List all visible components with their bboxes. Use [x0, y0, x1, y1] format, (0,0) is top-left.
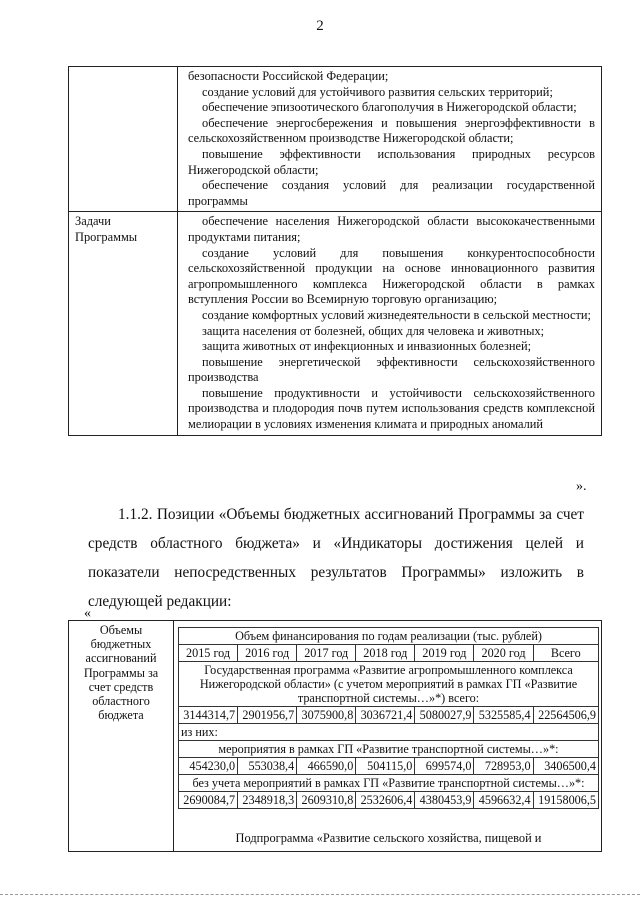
opening-quote: «: [84, 606, 91, 621]
value-cell: 4596632,4: [474, 792, 533, 809]
value-cell: 553038,4: [238, 758, 297, 775]
value-cell: 3036721,4: [356, 707, 415, 724]
value-cell: 22564506,9: [533, 707, 598, 724]
value-cell: 5325585,4: [474, 707, 533, 724]
tasks-cell: [178, 212, 602, 435]
year-header: 2020 год: [474, 645, 533, 662]
objectives-table: [68, 66, 602, 436]
value-cell: 454230,0: [179, 758, 238, 775]
tasks-label: Задачи Программы: [69, 212, 178, 435]
table-row: [179, 628, 599, 645]
page-edge-divider: [0, 894, 640, 895]
value-cell: 728953,0: [474, 758, 533, 775]
table-row: [69, 212, 602, 435]
year-header: 2017 год: [297, 645, 356, 662]
table-row: [69, 67, 602, 212]
list-item: обеспечение энергосбережения и повышения энергоэффективности в сельскохозяйственном производстве Нижегородской области;: [188, 115, 595, 146]
closing-quote: ».: [576, 479, 587, 494]
budget-table: [68, 620, 602, 852]
value-cell: 2532606,4: [356, 792, 415, 809]
value-cell: 504115,0: [356, 758, 415, 775]
table-row: [179, 741, 599, 758]
table-row: [69, 621, 602, 852]
list-item: повышение энергетической эффективности сельскохозяйственного производства: [188, 354, 595, 385]
page-number: 2: [316, 18, 324, 34]
amendment-paragraph: 1.1.2. Позиции «Объемы бюджетных ассигнований Программы за счет средств областного бюджета» и «Индикаторы достижения целей и показатели непосредственных результатов Программы» изложить в следующей редакции:: [88, 506, 584, 610]
value-cell: 3144314,7: [179, 707, 238, 724]
year-header: 2016 год: [238, 645, 297, 662]
table-row: [179, 662, 599, 707]
subprogram-title: Подпрограмма «Развитие сельского хозяйства, пищевой и: [235, 831, 542, 845]
value-cell: 2901956,7: [238, 707, 297, 724]
list-item: создание условий для повышения конкурентоспособности сельскохозяйственной продукции на основе инновационного развития агропромышленного комплекса Нижегородской области в рамках вступления России во Всемирную торговую организацию;: [188, 245, 595, 307]
list-item: защита животных от инфекционных и инвазионных болезней;: [202, 339, 532, 354]
list-item: создание условий для устойчивого развития сельских территорий;: [202, 84, 553, 99]
value-cell: 3075900,8: [297, 707, 356, 724]
list-item: безопасности Российской Федерации;: [188, 69, 389, 83]
transport-title: мероприятия в рамках ГП «Развитие транспортной системы…»*:: [179, 741, 599, 758]
without-title: без учета мероприятий в рамках ГП «Развитие транспортной системы…»*:: [179, 775, 599, 792]
list-item: повышение эффективности использования природных ресурсов Нижегородской области;: [188, 146, 595, 177]
list-item: создание комфортных условий жизнедеятельности в сельской местности;: [202, 307, 591, 322]
table-row: [179, 775, 599, 792]
value-cell: 3406500,4: [533, 758, 598, 775]
total-header: Всего: [533, 645, 598, 662]
list-item: повышение продуктивности и устойчивости сельскохозяйственного производства и плодородия почв путем использования средств комплексной мелиорации в условиях изменения климата и природных аномалий: [188, 385, 595, 432]
budget-inner-table: [178, 627, 599, 809]
list-item: обеспечение эпизоотического благополучия в Нижегородской области;: [202, 100, 577, 115]
value-cell: 2690084,7: [179, 792, 238, 809]
value-cell: 2348918,3: [238, 792, 297, 809]
budget-label: Объемы бюджетных ассигнований Программы за счет средств областного бюджета: [69, 621, 174, 852]
value-cell: 5080027,9: [415, 707, 474, 724]
empty-label-cell: [69, 67, 178, 212]
table-row: [179, 707, 599, 724]
of-which-label: из них:: [179, 724, 599, 741]
table-row: [179, 724, 599, 741]
value-cell: 2609310,8: [297, 792, 356, 809]
table-row: [179, 645, 599, 662]
financing-header: Объем финансирования по годам реализации (тыс. рублей): [179, 628, 599, 645]
list-item: защита населения от болезней, общих для человека и животных;: [202, 323, 545, 338]
value-cell: 699574,0: [415, 758, 474, 775]
goals-cell: [178, 67, 602, 212]
table-row: [179, 758, 599, 775]
list-item: обеспечение населения Нижегородской области высококачественными продуктами питания;: [188, 214, 595, 244]
year-header: 2015 год: [179, 645, 238, 662]
budget-data-cell: [174, 621, 602, 852]
table-row: [179, 792, 599, 809]
gp-title: Государственная программа «Развитие агропромышленного комплекса Нижегородской области» (с учетом мероприятий в рамках ГП «Развитие транспортной системы…»*) всего:: [179, 662, 599, 707]
value-cell: 19158006,5: [533, 792, 598, 809]
value-cell: 4380453,9: [415, 792, 474, 809]
value-cell: 466590,0: [297, 758, 356, 775]
year-header: 2018 год: [356, 645, 415, 662]
list-item: обеспечение создания условий для реализации государственной программы: [188, 178, 595, 208]
year-header: 2019 год: [415, 645, 474, 662]
